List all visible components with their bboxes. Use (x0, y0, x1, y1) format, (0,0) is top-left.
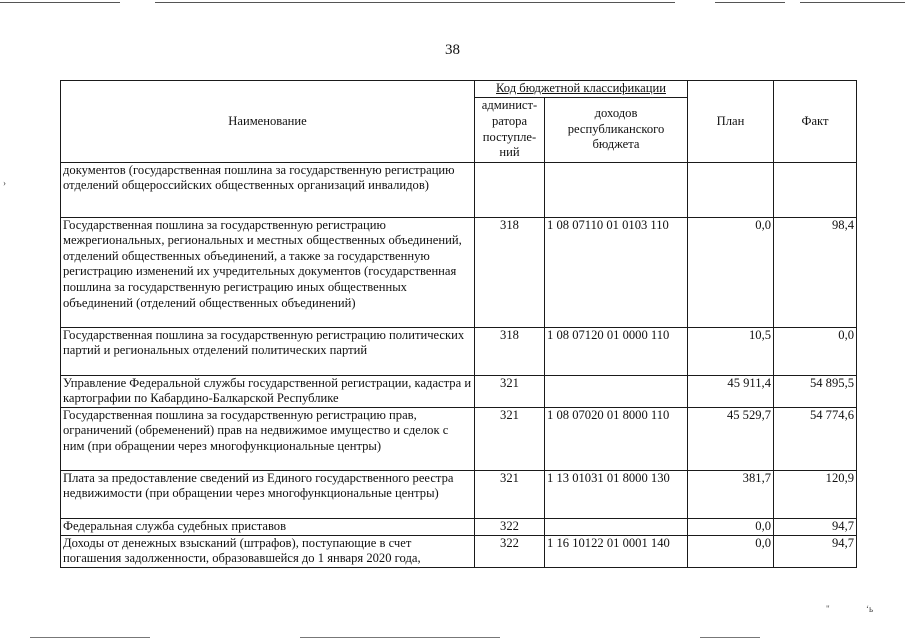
scan-mark: › (3, 178, 6, 188)
row-name: Управление Федеральной службы государственной регистрации, кадастра и картографии по Кабардино-Балкарской Республике (61, 375, 475, 407)
row-fact: 94,7 (774, 518, 857, 535)
top-edge-line (715, 2, 785, 3)
row-fact (774, 162, 857, 217)
row-name: Государственная пошлина за государственную регистрацию политических партий и региональных отделений политических партий (61, 327, 475, 375)
row-name: документов (государственная пошлина за государственную регистрацию отделений общероссийских общественных организаций инвалидов) (61, 162, 475, 217)
row-name: Доходы от денежных взысканий (штрафов), поступающие в счет погашения задолженности, образовавшейся до 1 января 2020 года, (61, 535, 475, 567)
row-name: Государственная пошлина за государственную регистрацию межрегиональных, региональных и местных общественных объединений, отделений общественных объединений, а также за государственную регистрацию изменений их учредительных документов (государственная пошлина за государственную регистрацию иных общественных объединений (отделений общественных объединений) (61, 217, 475, 327)
header-name: Наименование (61, 81, 475, 163)
row-fact: 0,0 (774, 327, 857, 375)
row-plan: 0,0 (688, 518, 774, 535)
row-fact: 94,7 (774, 535, 857, 567)
header-fact: Факт (774, 81, 857, 163)
row-plan: 45 911,4 (688, 375, 774, 407)
row-admin-code: 318 (475, 217, 545, 327)
header-plan: План (688, 81, 774, 163)
row-income-code: 1 16 10122 01 0001 140 (545, 535, 688, 567)
budget-revenue-table (60, 80, 857, 568)
top-edge-line (155, 2, 675, 3)
row-fact: 54 774,6 (774, 407, 857, 470)
row-plan: 10,5 (688, 327, 774, 375)
row-income-code (545, 162, 688, 217)
row-admin-code: 321 (475, 375, 545, 407)
row-name: Государственная пошлина за государственную регистрацию прав, ограничений (обременений) прав на недвижимое имущество и сделок с ним (при обращении через многофункциональные центры) (61, 407, 475, 470)
row-admin-code: 322 (475, 535, 545, 567)
header-income: доходов республиканского бюджета (545, 97, 688, 162)
header-kbk-group: Код бюджетной классификации (475, 81, 688, 98)
bottom-edge-line (300, 637, 500, 638)
row-plan (688, 162, 774, 217)
table-row (61, 470, 857, 518)
table-row (61, 407, 857, 470)
row-admin-code: 321 (475, 470, 545, 518)
row-admin-code: 318 (475, 327, 545, 375)
row-name: Плата за предоставление сведений из Единого государственного реестра недвижимости (при обращении через многофункциональные центры) (61, 470, 475, 518)
row-plan: 45 529,7 (688, 407, 774, 470)
table-row (61, 327, 857, 375)
row-fact: 120,9 (774, 470, 857, 518)
table-row (61, 375, 857, 407)
header-admin: админист-ратора поступле-ний (475, 97, 545, 162)
row-plan: 381,7 (688, 470, 774, 518)
bottom-edge-line (700, 637, 760, 638)
row-income-code: 1 08 07020 01 8000 110 (545, 407, 688, 470)
scan-mark: ‘ь (866, 604, 874, 614)
row-income-code (545, 518, 688, 535)
row-plan: 0,0 (688, 535, 774, 567)
row-admin-code: 322 (475, 518, 545, 535)
row-name: Федеральная служба судебных приставов (61, 518, 475, 535)
top-edge-line (0, 2, 120, 3)
row-income-code: 1 08 07110 01 0103 110 (545, 217, 688, 327)
row-fact: 98,4 (774, 217, 857, 327)
row-plan: 0,0 (688, 217, 774, 327)
header-row (61, 81, 857, 98)
table-row (61, 217, 857, 327)
row-admin-code: 321 (475, 407, 545, 470)
row-admin-code (475, 162, 545, 217)
row-fact: 54 895,5 (774, 375, 857, 407)
scan-mark: " (826, 604, 830, 614)
table-row (61, 162, 857, 217)
row-income-code (545, 375, 688, 407)
row-income-code: 1 13 01031 01 8000 130 (545, 470, 688, 518)
top-edge-line (800, 2, 905, 3)
bottom-edge-line (30, 637, 150, 638)
table-row (61, 535, 857, 567)
page-number: 38 (445, 42, 460, 58)
table-row (61, 518, 857, 535)
row-income-code: 1 08 07120 01 0000 110 (545, 327, 688, 375)
